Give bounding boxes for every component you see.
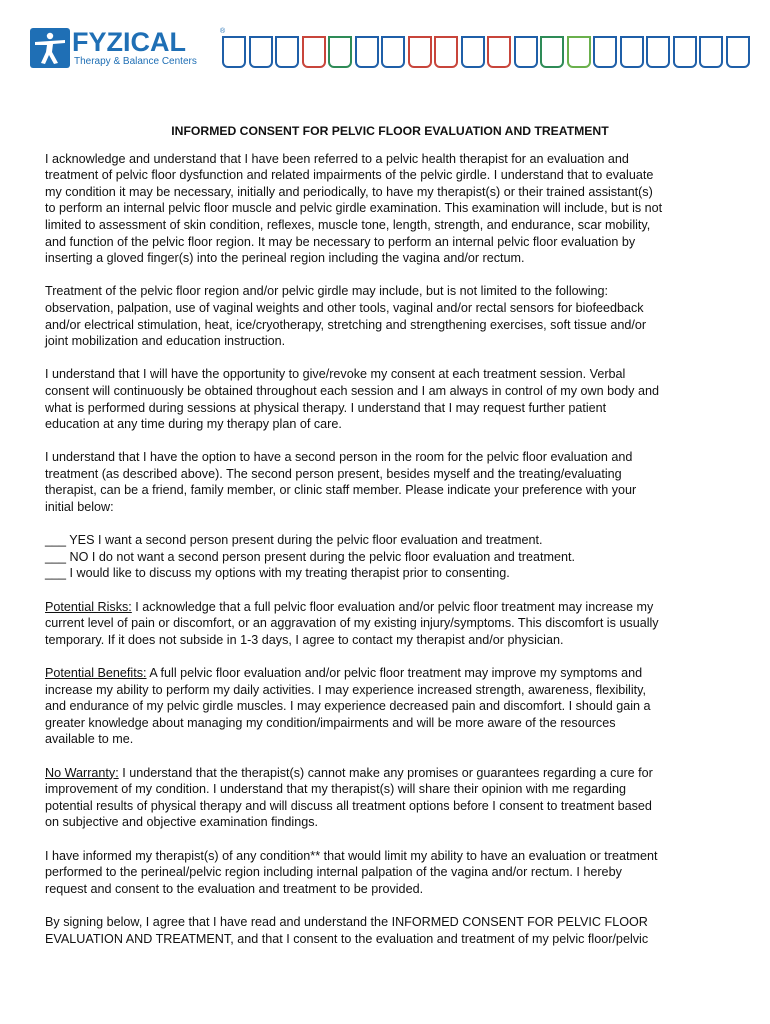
benefits-text: A full pelvic floor evaluation and/or pelvic floor treatment may improve my symptoms and increase my ability to perform my daily activities. I may experience increased strength, awareness, flexibility, and endurance of my pelvic girdle muscles. I may experience decreased pain and discomfort. I should gain a greater knowledge about managing my condition/impairments and will be more aware of the resources available to me. [45,666,651,747]
header-box [249,36,273,68]
header-box [540,36,564,68]
paragraph-conditions: I have informed my therapist(s) of any condition** that would limit my ability to have an evaluation or treatment performed to the perineal/pelvic region including internal palpation of the vagina and/or rectum. I hereby request and consent to the evaluation and treatment to be provided. [45,848,658,896]
consent-document [45,123,735,964]
header [30,28,750,74]
header-box [355,36,379,68]
paragraph-consent-revoke: I understand that I will have the opportunity to give/revoke my consent at each treatment session. Verbal consent will continuously be obtained throughout each session and I am always in control of my own body and what is performed during sessions at physical therapy. I understand that I may request further patient education at any time during my therapy plan of care. [45,367,659,432]
header-box [514,36,538,68]
paragraph-acknowledgement: I acknowledge and understand that I have been referred to a pelvic health therapist for an evaluation and treatment of pelvic floor dysfunction and related impairments of the pelvic girdle. I understand that to evaluate my condition it may be necessary, initially and periodically, to have my therapist(s) or their trained assistant(s) to perform an internal pelvic floor muscle and pelvic girdle examination. This examination will include, but is not limited to assessment of skin condition, reflexes, muscle tone, length, strength, and endurance, scar mobility, and function of the pelvic floor region. It may be necessary to perform an internal pelvic floor evaluation by inserting a gloved finger(s) into the perineal region including the vagina and/or rectum. [45,151,663,266]
header-box [434,36,458,68]
fyzical-logo [30,28,230,74]
paragraph-benefits [45,665,735,748]
paragraph-warranty [45,765,735,831]
paragraph-risks [45,599,735,649]
logo-tagline: Therapy & Balance Centers [74,56,197,67]
header-box [222,36,246,68]
header-box [620,36,644,68]
logo-registered-mark: ® [220,28,226,35]
header-box [381,36,405,68]
risks-text: I acknowledge that a full pelvic floor evaluation and/or pelvic floor treatment may increase my current level of pain or discomfort, or an aggravation of my existing injury/symptoms. This discomfort is usually temporary. If it does not subside in 1-3 days, I agree to contact my therapist and/or physician. [45,599,659,647]
header-box [646,36,670,68]
header-box [328,36,352,68]
fyzical-figure-icon [30,28,70,68]
header-box [726,36,750,68]
risks-label: Potential Risks: [45,599,132,614]
option-discuss[interactable]: ___ I would like to discuss my options with my treating therapist prior to consenting. [45,566,510,581]
benefits-label: Potential Benefits: [45,666,147,680]
header-box [302,36,326,68]
header-box [461,36,485,68]
header-box [275,36,299,68]
warranty-label: No Warranty: [45,765,119,780]
header-box [567,36,591,68]
header-box [673,36,697,68]
paragraph-treatment: Treatment of the pelvic floor region and/or pelvic girdle may include, but is not limited to the following: observation, palpation, use of vaginal weights and other tools, vaginal and/or rectal sensors for biofeedback and/or electrical stimulation, heat, ice/cryotherapy, stretching and strengthening exercises, soft tissue and/or joint mobilization and education instruction. [45,284,647,349]
paragraph-second-person: I understand that I have the option to have a second person in the room for the pelvic floor evaluation and treatment (as described above). The second person present, besides myself and the treating/evaluating therapist, can be a friend, family member, or clinic staff member. Please indicate your preference with your initial below: [45,450,637,515]
logo-name: FYZICAL [72,27,186,57]
option-no[interactable]: ___ NO I do not want a second person present during the pelvic floor evaluation and treatment. [45,549,575,564]
warranty-text: I understand that the therapist(s) cannot make any promises or guarantees regarding a cure for improvement of my condition. I understand that my therapist(s) will share their opinion with me regarding potential results of physical therapy and will discuss all treatment options before I consent to treatment based on subjective and objective examination findings. [45,765,653,830]
header-box [487,36,511,68]
option-yes[interactable]: ___ YES I want a second person present during the pelvic floor evaluation and treatment. [45,533,543,548]
paragraph-signing: By signing below, I agree that I have read and understand the INFORMED CONSENT FOR PELVIC FLOOR EVALUATION AND TREATMENT, and that I consent to the evaluation and treatment of my pelvic floor/pelvic [45,914,649,946]
header-box [699,36,723,68]
header-box [593,36,617,68]
document-title: INFORMED CONSENT FOR PELVIC FLOOR EVALUATION AND TREATMENT [171,124,609,138]
header-box [408,36,432,68]
second-person-options [45,532,735,582]
